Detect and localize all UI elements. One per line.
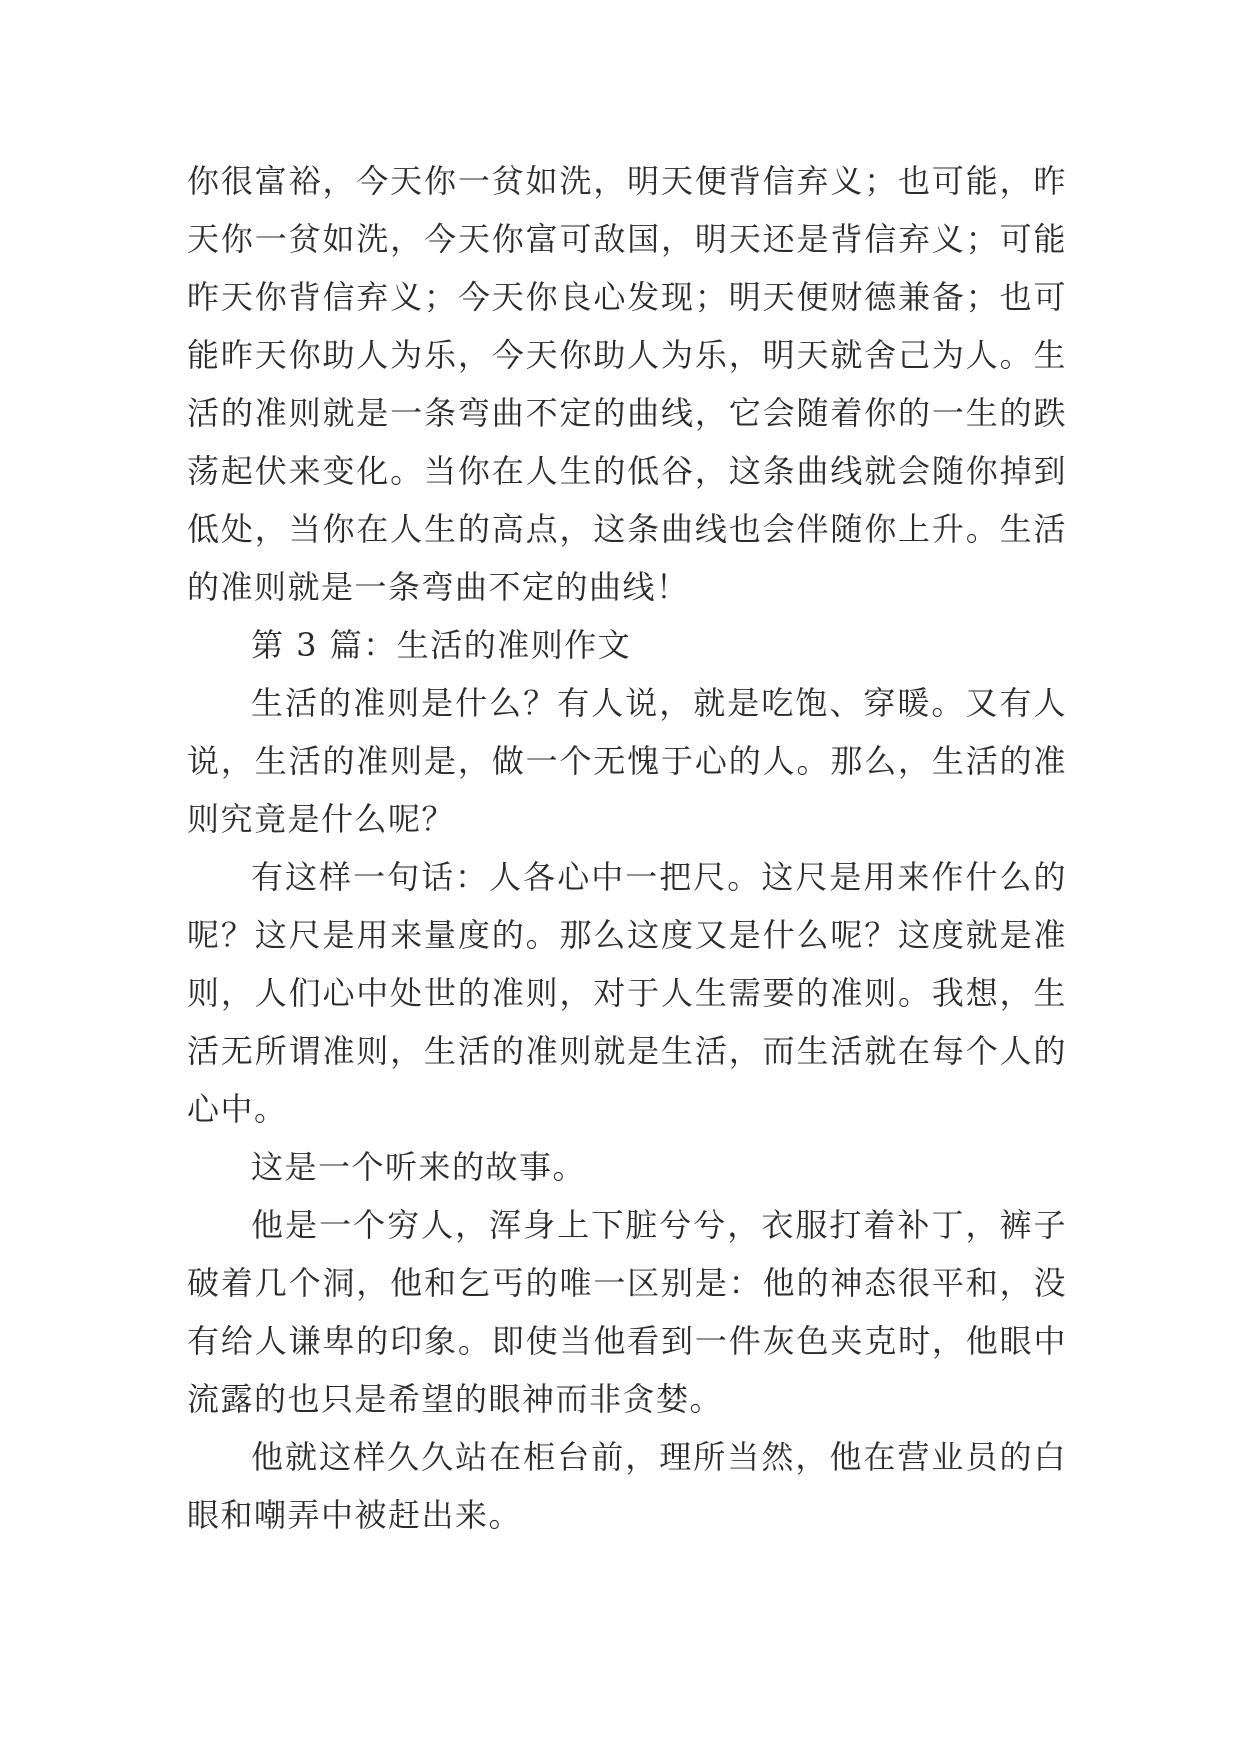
paragraph-question: 生活的准则是什么？有人说，就是吃饱、穿暖。又有人说，生活的准则是，做一个无愧于心的人。那么，生活的准则究竟是什么呢？ bbox=[187, 684, 1067, 838]
paragraph-story-intro: 这是一个听来的故事。 bbox=[251, 1148, 587, 1186]
paragraph-continuation: 你很富裕，今天你一贫如洗，明天便背信弃义；也可能，昨天你一贫如洗，今天你富可敌国，明天还是背信弃义；可能昨天你背信弃义；今天你良心发现；明天便财德兼备；也可能昨天你助人为乐，今天你助人为乐，明天就舍己为人。生活的准则就是一条弯曲不定的曲线，它会随着你的一生的跌荡起伏来变化。当你在人生的低谷，这条曲线就会随你掉到低处，当你在人生的高点，这条曲线也会伴随你上升。生活的准则就是一条弯曲不定的曲线！ bbox=[187, 162, 1067, 606]
paragraph-poor-man: 他是一个穷人，浑身上下脏兮兮，衣服打着补丁，裤子破着几个洞，他和乞丐的唯一区别是：他的神态很平和，没有给人谦卑的印象。即使当他看到一件灰色夹克时，他眼中流露的也只是希望的眼神而非贪婪。 bbox=[187, 1206, 1067, 1418]
paragraph-ruler: 有这样一句话：人各心中一把尺。这尺是用来作什么的呢？这尺是用来量度的。那么这度又是什么呢？这度就是准则，人们心中处世的准则，对于人生需要的准则。我想，生活无所谓准则，生活的准则就是生活，而生活就在每个人的心中。 bbox=[187, 858, 1067, 1128]
section-heading: 第 3 篇：生活的准则作文 bbox=[251, 626, 632, 664]
document-body bbox=[187, 152, 1067, 1544]
paragraph-counter: 他就这样久久站在柜台前，理所当然，他在营业员的白眼和嘲弄中被赶出来。 bbox=[187, 1438, 1067, 1534]
